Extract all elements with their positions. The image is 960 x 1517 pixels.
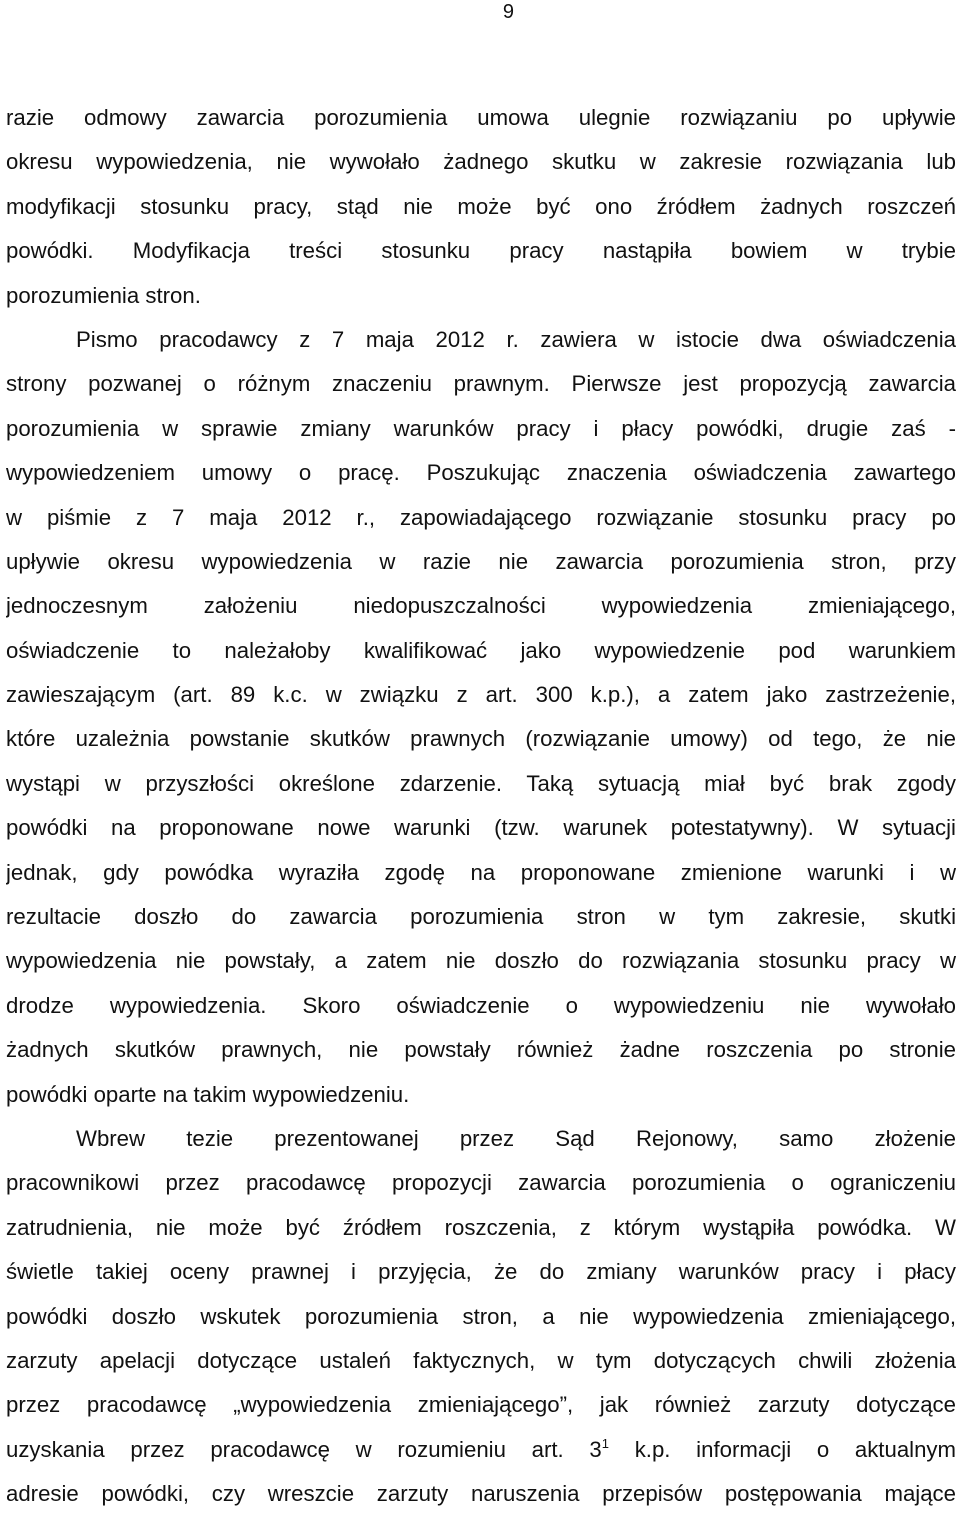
superscript: 1 <box>601 1435 609 1451</box>
text-line: powódki na proponowane nowe warunki (tzw. warunek potestatywny). W sytuacji <box>6 815 956 841</box>
text-line: modyfikacji stosunku pracy, stąd nie może być ono źródłem żadnych roszczeń <box>6 193 956 219</box>
text-line: jednak, gdy powódka wyraziła zgodę na proponowane zmienione warunki i w <box>6 859 956 885</box>
text-line: drodze wypowiedzenia. Skoro oświadczenie o wypowiedzeniu nie wywołało <box>6 992 956 1018</box>
text-line: razie odmowy zawarcia porozumienia umowa ulegnie rozwiązaniu po upływie <box>6 105 956 130</box>
text-line: Pismo pracodawcy z 7 maja 2012 r. zawiera w istocie dwa oświadczenia <box>76 326 956 352</box>
text-line: rezultacie doszło do zawarcia porozumienia stron w tym zakresie, skutki <box>6 904 956 930</box>
text-line: porozumienia w sprawie zmiany warunków pracy i płacy powódki, drugie zaś - <box>6 415 956 441</box>
text-line: adresie powódki, czy wreszcie zarzuty naruszenia przepisów postępowania mające <box>6 1481 956 1507</box>
page-number: 9 <box>502 1 514 23</box>
text-line: w piśmie z 7 maja 2012 r., zapowiadającego rozwiązanie stosunku pracy po <box>6 504 956 530</box>
document-body <box>6 96 956 1517</box>
text-line: pracownikowi przez pracodawcę propozycji zawarcia porozumienia o ograniczeniu <box>6 1170 956 1196</box>
text-line: przez pracodawcę „wypowiedzenia zmieniającego”, jak również zarzuty dotyczące <box>6 1392 956 1418</box>
text-fragment: k.p. informacji o aktualnym <box>609 1436 956 1462</box>
text-line: jednoczesnym założeniu niedopuszczalności wypowiedzenia zmieniającego, <box>6 593 956 619</box>
text-line: zarzuty apelacji dotyczące ustaleń faktycznych, w tym dotyczących chwili złożenia <box>6 1347 956 1373</box>
text-line: wystąpi w przyszłości określone zdarzenie. Taką sytuacją miał być brak zgody <box>6 770 956 796</box>
text-line: porozumienia stron. <box>6 282 201 308</box>
text-line: oświadczenie to należałoby kwalifikować jako wypowiedzenie pod warunkiem <box>6 637 956 663</box>
text-line: wypowiedzeniem umowy o pracę. Poszukując znaczenia oświadczenia zawartego <box>6 460 956 486</box>
text-line-with-superscript <box>6 1428 956 1472</box>
text-line: powódki doszło wskutek porozumienia stron, a nie wypowiedzenia zmieniającego, <box>6 1303 956 1329</box>
text-line: żadnych skutków prawnych, nie powstały również żadne roszczenia po stronie <box>6 1037 956 1063</box>
text-line: strony pozwanej o różnym znaczeniu prawnym. Pierwsze jest propozycją zawarcia <box>6 371 956 397</box>
text-line: powódki oparte na takim wypowiedzeniu. <box>6 1081 410 1107</box>
text-line: świetle takiej oceny prawnej i przyjęcia, że do zmiany warunków pracy i płacy <box>6 1259 956 1285</box>
text-line: wypowiedzenia nie powstały, a zatem nie doszło do rozwiązania stosunku pracy w <box>6 948 956 974</box>
text-line: powódki. Modyfikacja treści stosunku pracy nastąpiła bowiem w trybie <box>6 238 956 264</box>
text-line: zatrudnienia, nie może być źródłem roszczenia, z którym wystąpiła powódka. W <box>6 1214 956 1240</box>
text-line: zawieszającym (art. 89 k.c. w związku z art. 300 k.p.), a zatem jako zastrzeżenie, <box>6 682 956 708</box>
text-line: okresu wypowiedzenia, nie wywołało żadnego skutku w zakresie rozwiązania lub <box>6 149 956 175</box>
text-line: które uzależnia powstanie skutków prawnych (rozwiązanie umowy) od tego, że nie <box>6 726 956 752</box>
text-line: Wbrew tezie prezentowanej przez Sąd Rejonowy, samo złożenie <box>76 1125 956 1151</box>
text-line: upływie okresu wypowiedzenia w razie nie zawarcia porozumienia stron, przy <box>6 548 956 574</box>
text-fragment: uzyskania przez pracodawcę w rozumieniu art. 3 <box>6 1436 602 1462</box>
